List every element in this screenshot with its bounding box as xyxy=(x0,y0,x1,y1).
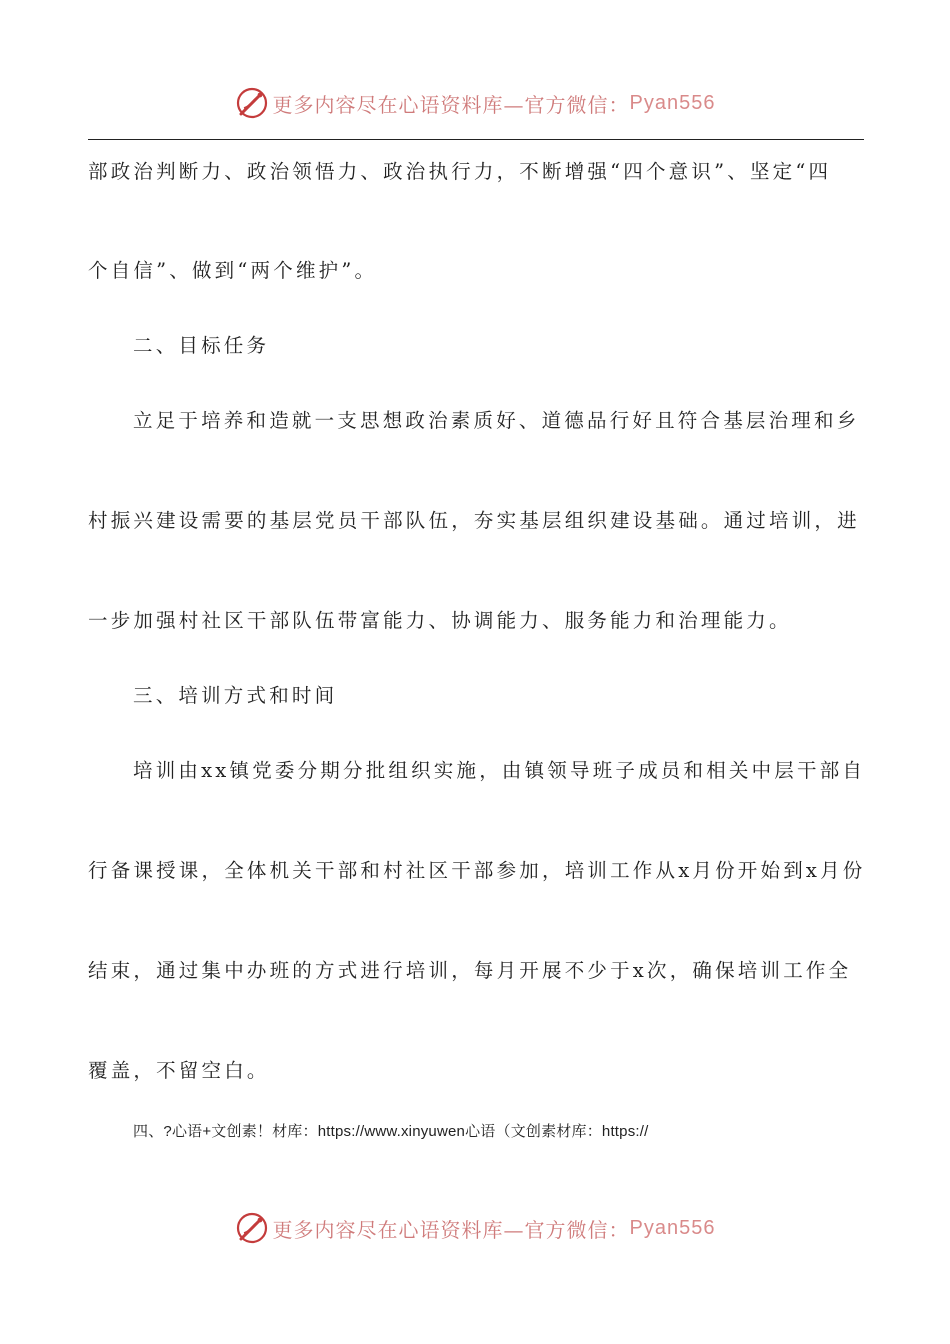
para-3-line-2: 行备课授课，全体机关干部和村社区干部参加，培训工作从x月份开始到x月份 xyxy=(88,859,866,882)
header-banner xyxy=(0,86,950,120)
para-2-line-3: 一步加强村社区干部队伍带富能力、协调能力、服务能力和治理能力。 xyxy=(88,609,792,632)
para-3-line-3: 结束，通过集中办班的方式进行培训，每月开展不少于x次，确保培训工作全 xyxy=(88,959,852,982)
heading-2: 二、目标任务 xyxy=(133,334,270,357)
para-line-2: 个自信”、做到“两个维护”。 xyxy=(88,259,378,282)
para-2-line-1: 立足于培养和造就一支思想政治素质好、道德品行好且符合基层治理和乡 xyxy=(133,409,860,432)
banner-wechat-id: Pyan556 xyxy=(629,91,716,114)
para-3-line-4: 覆盖，不留空白。 xyxy=(88,1059,270,1082)
para-2-line-2: 村振兴建设需要的基层党员干部队伍，夯实基层组织建设基础。通过培训，进 xyxy=(88,509,860,532)
pen-logo-icon xyxy=(235,86,269,120)
banner-text: 更多内容尽在心语资料库—官方微信： xyxy=(272,92,630,117)
pen-logo-icon xyxy=(235,1211,269,1245)
header-rule xyxy=(88,139,864,140)
footer-banner xyxy=(0,1211,950,1245)
para-3-line-1: 培训由xx镇党委分期分批组织实施，由镇领导班子成员和相关中层干部自 xyxy=(133,759,866,782)
banner-wechat-id: Pyan556 xyxy=(629,1216,716,1239)
para-line-1: 部政治判断力、政治领悟力、政治执行力，不断增强“四个意识”、坚定“四 xyxy=(88,160,832,183)
heading-4-note: 四、?心语+文创素！材库：https://www.xinyuwen心语（文创素材库：https:// xyxy=(133,1123,649,1140)
banner-text: 更多内容尽在心语资料库—官方微信： xyxy=(272,1217,630,1242)
heading-3: 三、培训方式和时间 xyxy=(133,684,338,707)
